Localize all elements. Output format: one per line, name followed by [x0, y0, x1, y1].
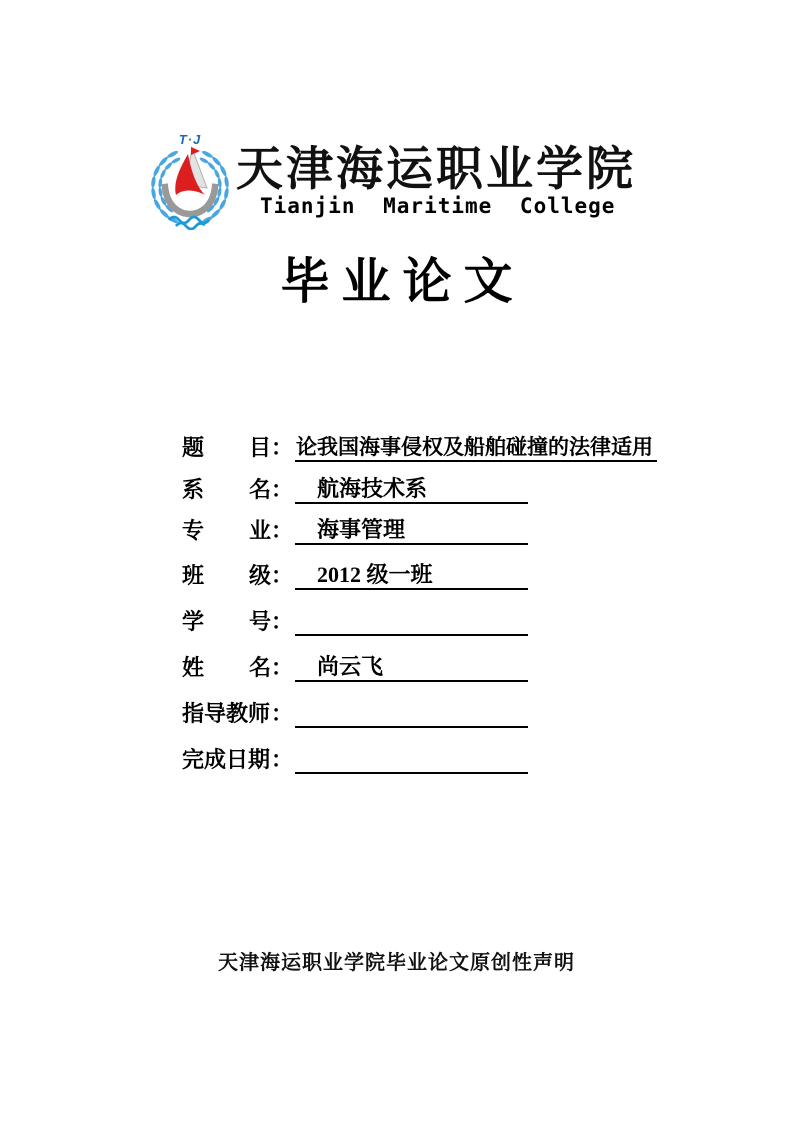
field-label: 完成日期 — [182, 747, 271, 772]
hull-icon — [165, 187, 215, 214]
field-label — [182, 654, 271, 682]
field-colon: ： — [271, 435, 294, 460]
field-value-underline — [295, 472, 528, 504]
field-colon: ： — [271, 518, 294, 543]
field-value-underline — [295, 558, 528, 590]
field-colon: ： — [271, 701, 294, 726]
form-row-name — [182, 650, 528, 682]
field-label-char: 级 — [248, 563, 271, 588]
form-row-student-id — [182, 604, 528, 636]
field-label — [182, 476, 271, 504]
field-colon: ： — [271, 477, 294, 502]
field-label-char: 业 — [248, 518, 271, 543]
field-value-underline — [295, 742, 528, 774]
form-row-completion-date — [182, 742, 528, 774]
sail-icon — [175, 147, 207, 195]
field-value: 论我国海事侵权及船舶碰撞的法律适用 — [296, 435, 654, 459]
field-label — [182, 608, 271, 636]
field-value-underline — [295, 650, 528, 682]
form-row-title — [182, 430, 657, 462]
field-value: 尚云飞 — [317, 654, 384, 679]
field-value: 海事管理 — [317, 517, 406, 542]
form-row-advisor — [182, 696, 528, 728]
document-title: 毕业论文 — [280, 255, 525, 309]
field-colon: ： — [271, 747, 294, 772]
field-value-underline — [295, 430, 657, 462]
field-label-char: 班 — [182, 563, 205, 588]
field-label — [182, 434, 271, 462]
field-label-char: 名 — [248, 477, 271, 502]
college-name-en: Tianjin Maritime College — [260, 194, 616, 218]
field-colon: ： — [271, 609, 294, 634]
field-colon: ： — [271, 563, 294, 588]
field-label-char: 专 — [182, 518, 205, 543]
college-name-zh: 天津海运职业学院 — [236, 144, 636, 196]
college-logo — [146, 130, 234, 230]
field-value-underline — [295, 604, 528, 636]
waves-icon — [169, 217, 209, 229]
field-label-char: 目 — [248, 435, 271, 460]
field-label — [182, 562, 271, 590]
field-value: 2012 级一班 — [317, 562, 433, 587]
form-row-major — [182, 513, 528, 545]
field-label-char: 姓 — [182, 655, 205, 680]
field-label-char: 号 — [248, 609, 271, 634]
field-label — [182, 517, 271, 545]
field-value-underline — [295, 696, 528, 728]
logo-initials: T·J — [178, 132, 202, 147]
field-value: 航海技术系 — [317, 476, 428, 501]
field-label-char: 题 — [182, 435, 205, 460]
field-label-char: 名 — [248, 655, 271, 680]
field-label-char: 系 — [182, 477, 205, 502]
field-value-underline — [295, 513, 528, 545]
originality-statement: 天津海运职业学院毕业论文原创性声明 — [218, 952, 575, 974]
field-colon: ： — [271, 655, 294, 680]
form-row-department — [182, 472, 528, 504]
field-label-char: 学 — [182, 609, 205, 634]
form-row-class — [182, 558, 528, 590]
field-label: 指导教师 — [182, 701, 271, 726]
